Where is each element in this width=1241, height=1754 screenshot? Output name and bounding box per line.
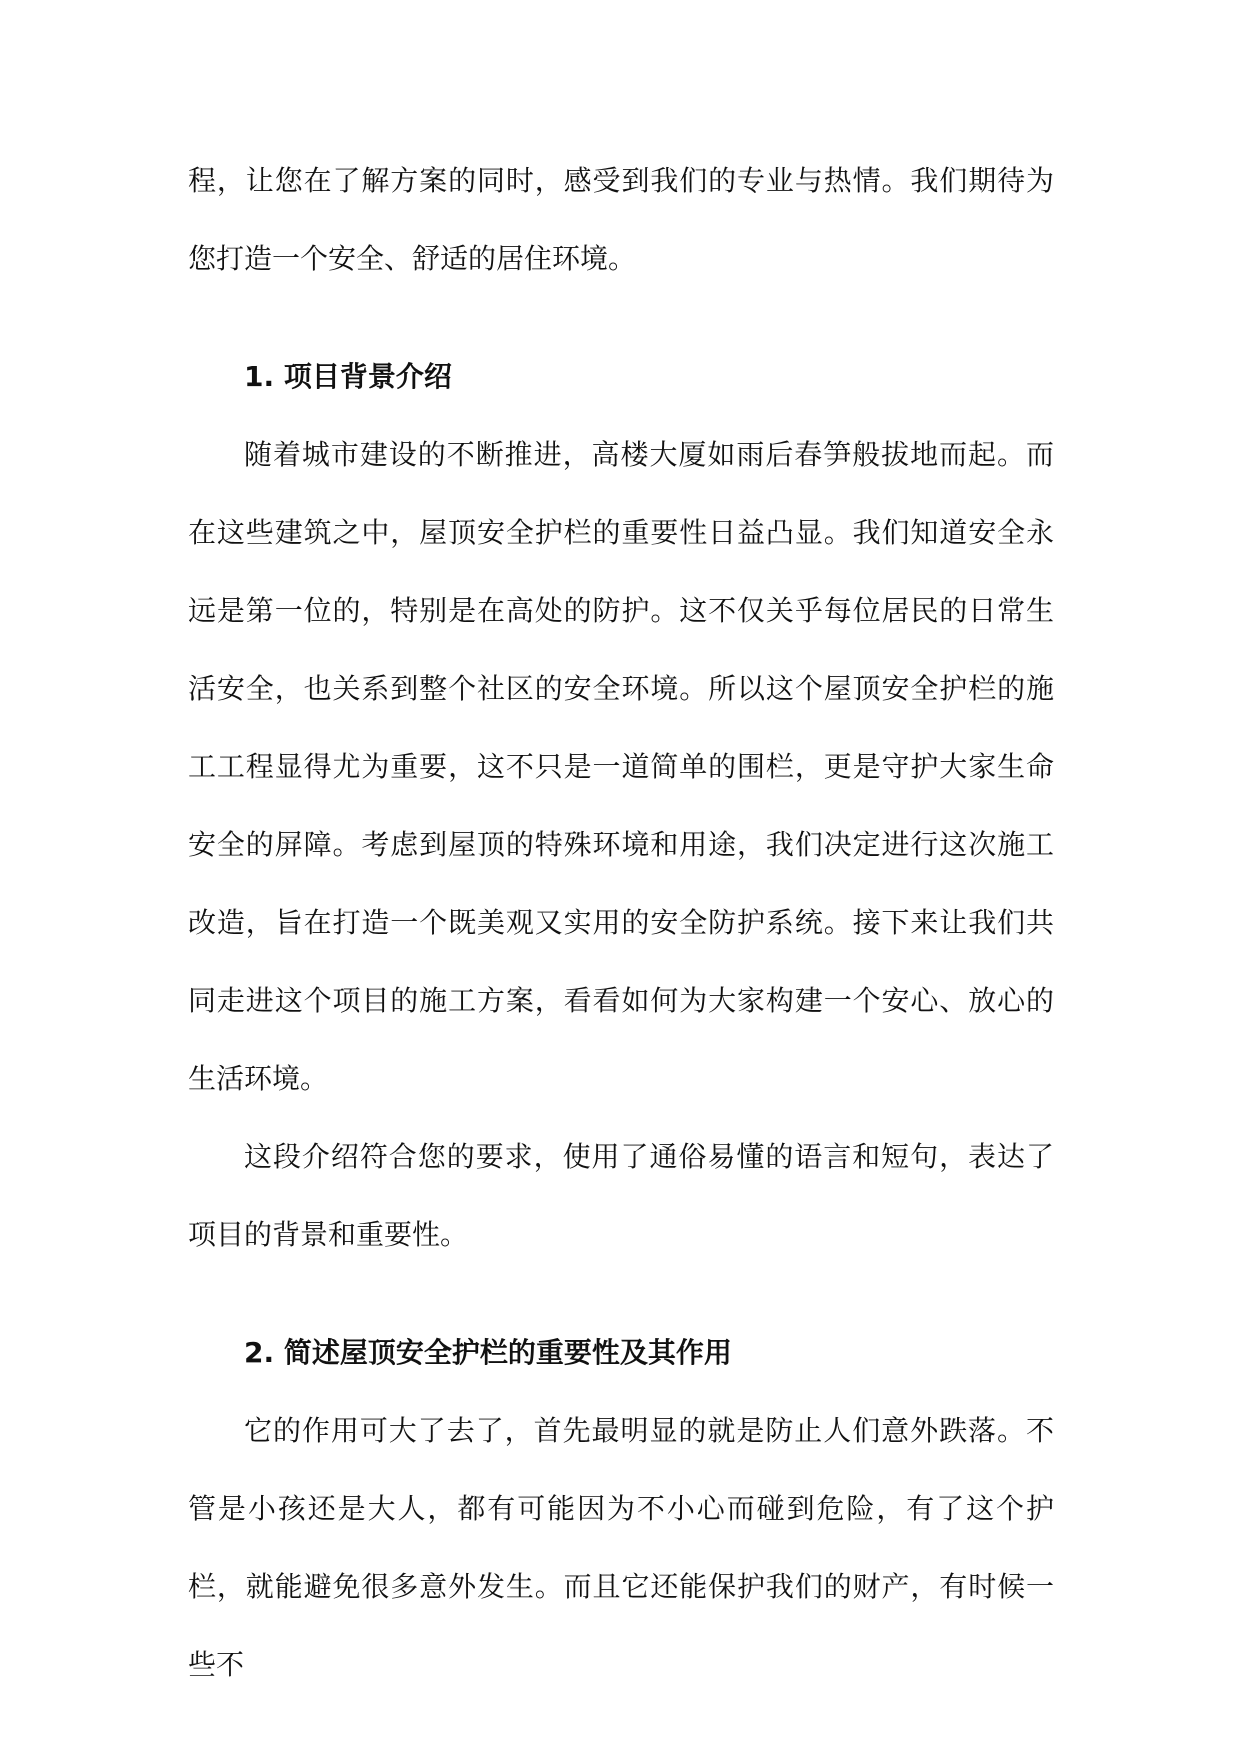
section-1-paragraph-2: 这段介绍符合您的要求，使用了通俗易懂的语言和短句，表达了项目的背景和重要性。 [188, 1140, 1054, 1251]
intro-continued-paragraph: 程，让您在了解方案的同时，感受到我们的专业与热情。我们期待为您打造一个安全、舒适的居住环境。 [188, 164, 1054, 275]
section-2-heading: 2. 简述屋顶安全护栏的重要性及其作用 [244, 1336, 732, 1369]
section-1-heading: 1. 项目背景介绍 [244, 360, 452, 393]
document-body [188, 142, 1054, 1704]
section-2-paragraph-1: 它的作用可大了去了，首先最明显的就是防止人们意外跌落。不管是小孩还是大人，都有可能因为不小心而碰到危险，有了这个护栏，就能避免很多意外发生。而且它还能保护我们的财产，有时候一些不 [188, 1414, 1054, 1681]
section-1-paragraph-1: 随着城市建设的不断推进，高楼大厦如雨后春笋般拔地而起。而在这些建筑之中，屋顶安全护栏的重要性日益凸显。我们知道安全永远是第一位的，特别是在高处的防护。这不仅关乎每位居民的日常生活安全，也关系到整个社区的安全环境。所以这个屋顶安全护栏的施工工程显得尤为重要，这不只是一道简单的围栏，更是守护大家生命安全的屏障。考虑到屋顶的特殊环境和用途，我们决定进行这次施工改造，旨在打造一个既美观又实用的安全防护系统。接下来让我们共同走进这个项目的施工方案，看看如何为大家构建一个安心、放心的生活环境。 [188, 438, 1054, 1095]
